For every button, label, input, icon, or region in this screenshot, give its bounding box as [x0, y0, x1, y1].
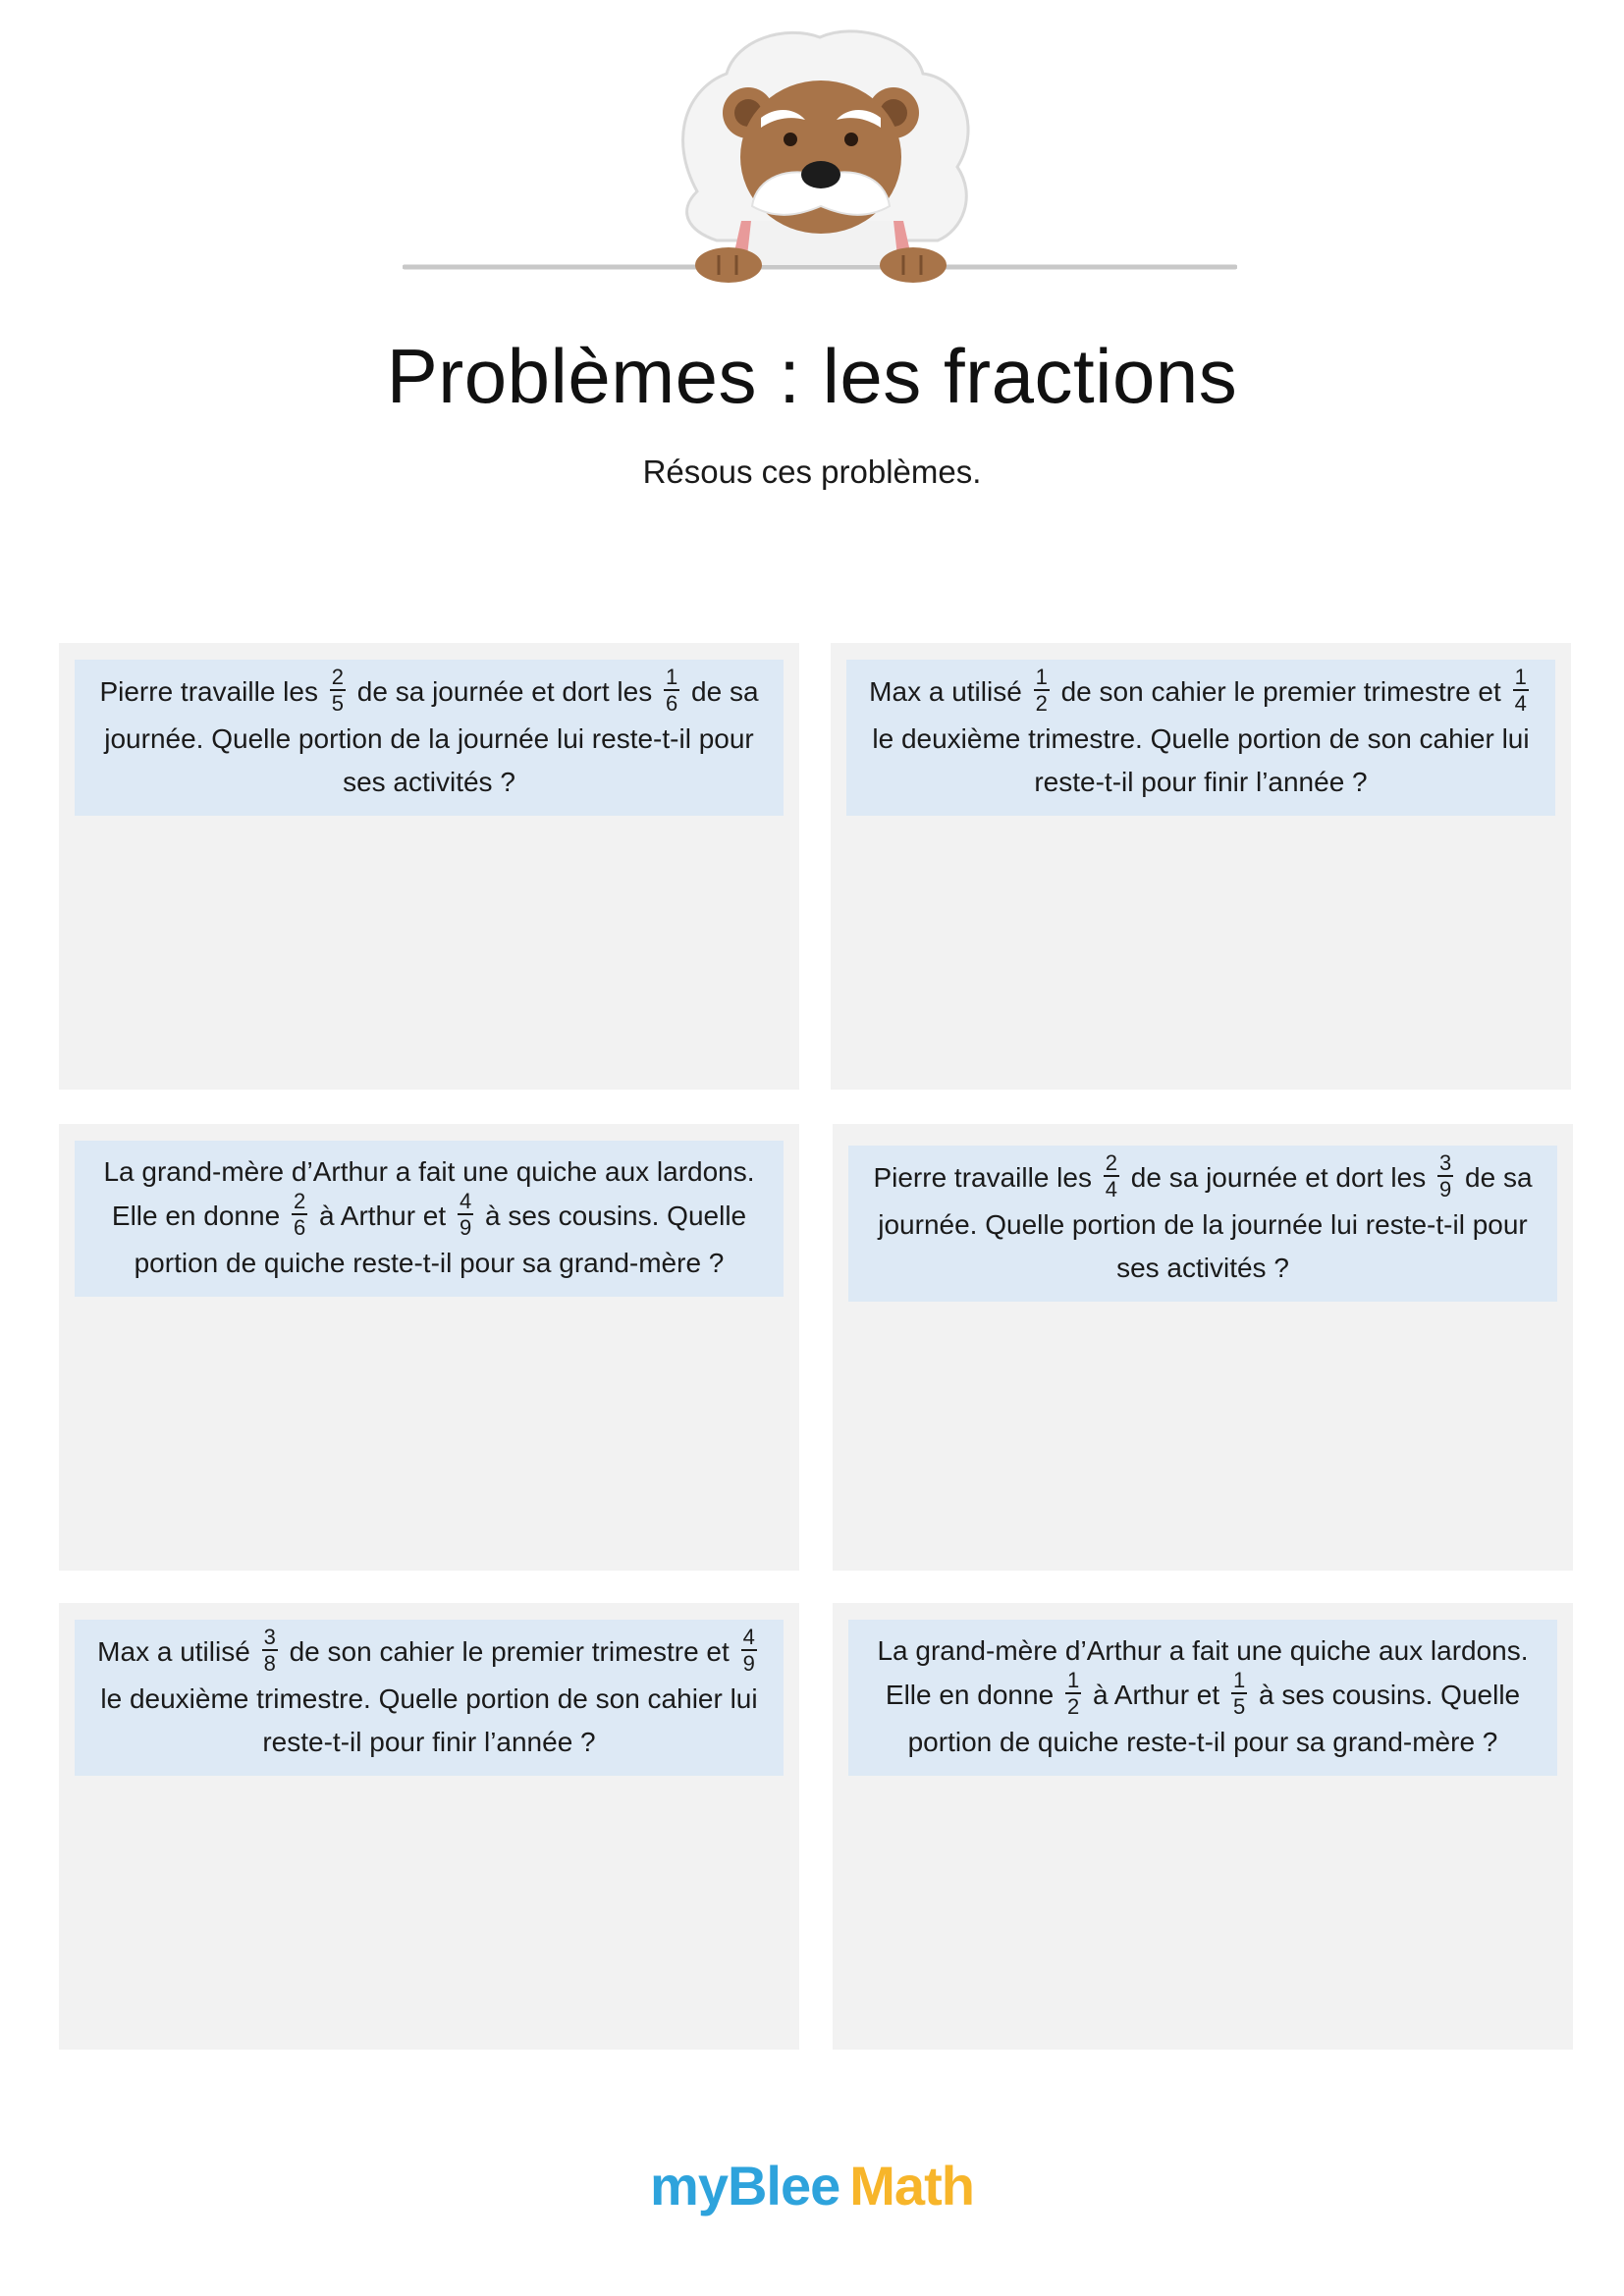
problem-statement: Max a utilisé $\frac{1}{2}$ de son cahier le premier trimestre et $\frac{1}{4}$ le deuxième trimestre. Quelle portion de son cahier lui reste-t-il pour finir l’année ? [846, 660, 1555, 816]
fraction: $\frac{4}{9}$ [742, 1625, 755, 1676]
problem-statement: Pierre travaille les $\frac{2}{4}$ de sa journée et dort les $\frac{3}{9}$ de sa journée. Quelle portion de la journée lui reste-t-il pour ses activités ? [848, 1146, 1557, 1302]
page-title: Problèmes : les fractions [386, 333, 1238, 419]
fraction: $\frac{1}{6}$ [666, 665, 678, 716]
fraction: $\frac{2}{5}$ [331, 665, 345, 716]
fraction: $\frac{3}{9}$ [1439, 1150, 1452, 1201]
mascot-illustration [403, 20, 1237, 304]
problem-card-1 [59, 643, 799, 1090]
problem-card-2 [831, 643, 1571, 1090]
fraction: $\frac{1}{2}$ [1066, 1668, 1080, 1719]
fraction: $\frac{2}{6}$ [293, 1189, 306, 1240]
fraction: $\frac{1}{5}$ [1232, 1668, 1246, 1719]
problem-statement: La grand-mère d’Arthur a fait une quiche aux lardons. Elle en donne $\frac{2}{6}$ à Arthur et $\frac{4}{9}$ à ses cousins. Quelle portion de quiche reste-t-il pour sa grand-mère ? [75, 1141, 784, 1297]
problem-statement: Pierre travaille les $\frac{2}{5}$ de sa journée et dort les $\frac{1}{6}$ de sa journée. Quelle portion de la journée lui reste-t-il pour ses activités ? [75, 660, 784, 816]
fraction: $\frac{4}{9}$ [459, 1189, 472, 1240]
fraction: $\frac{3}{8}$ [263, 1625, 276, 1676]
fraction: $\frac{2}{4}$ [1105, 1150, 1118, 1201]
fraction: $\frac{1}{4}$ [1514, 665, 1527, 716]
problem-statement: Max a utilisé $\frac{3}{8}$ de son cahier le premier trimestre et $\frac{4}{9}$ le deuxième trimestre. Quelle portion de son cahier lui reste-t-il pour finir l’année ? [75, 1620, 784, 1776]
problem-statement: La grand-mère d’Arthur a fait une quiche aux lardons. Elle en donne $\frac{1}{2}$ à Arthur et $\frac{1}{5}$ à ses cousins. Quelle portion de quiche reste-t-il pour sa grand-mère ? [848, 1620, 1557, 1776]
page-subtitle: Résous ces problèmes. [642, 454, 982, 490]
problem-card-4 [833, 1124, 1573, 1571]
problem-card-6 [833, 1603, 1573, 2050]
problem-card-3 [59, 1124, 799, 1571]
mybleemath-logo: myBlee Math [650, 2155, 974, 2216]
problem-card-5 [59, 1603, 799, 2050]
fraction: $\frac{1}{2}$ [1035, 665, 1048, 716]
